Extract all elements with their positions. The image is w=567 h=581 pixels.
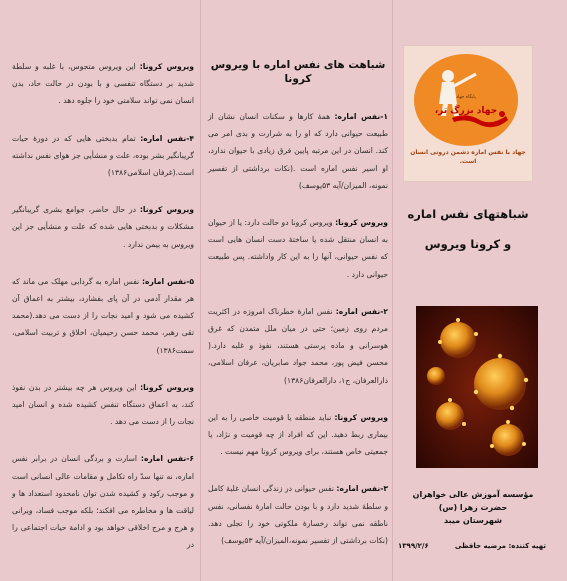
middle-paragraphs [208,108,388,549]
logo-box [403,45,533,182]
paragraph-text: نباید منطقه یا قومیت خاصی را به این بیماری ربط دهید. این که افراد از چه قومیت و نژاد، یا جمعیتی خاص هستند، برای ویروس کرونا مهم نیست . [208,412,388,457]
middle-column [208,0,388,581]
paragraph-lead: ۳-نفس اماره: [336,484,388,494]
paragraph-lead: ۱-نفس اماره: [334,112,388,121]
paragraph-text: نفس امارهٔ خطرناک امروزه در اکثریت مردم روی زمین؛ حتی در میان ملل متمدن که غرق هوسرانی و ماده پرستی هستند، نفوذ و غلبه دارد.( محسن فیض پور، محمد جواد صابریان، عرفان اسلامی، دارالعرفان، ج۱، دارالعرفان۱۳۸۶) [208,306,388,385]
author-name: تهیه کننده: مرضیه حافظی [454,542,546,550]
paragraph [12,273,194,359]
paragraph [12,201,194,253]
coronavirus-image [416,306,538,468]
paragraph-lead: ۲-نفس اماره: [335,306,388,316]
logo-small-text: پایگاه جهاد [456,95,476,100]
paragraph-text: اسارت و بردگی انسان در برابر نفس اماره، نه تنها سدّ راه تکامل و مقامات عالی انسانی است و موجب رکود و کشیده شدن توان نامحدود استعداد ها و لیاقت ها و مخاطره می افکند؛ بلکه موجب فساد، ویرانی و هرج و مرج اخلاقی خواهد بود و ادامة حیات اجتماعی را در [12,454,194,550]
footer-row [398,542,546,550]
paragraph-lead: ویروس کرونا: [334,412,388,422]
left-column [12,0,194,581]
paragraph-lead: ۵-نفس اماره: [142,276,194,286]
column-divider [392,0,393,581]
institute-name: مؤسسه آموزش عالی خواهران حضرت زهرا (س) [412,490,534,512]
paragraph [12,379,194,431]
paragraph-text: نفس اماره به گردابی مهلک می ماند که هر مقدار آدمی در آن پای بفشارد، بیشتر به اعماق آن کشیده می شود و امید نجات را از دست می دهد.(محمد تقی رهبر، محمد حسن رحیمیان، اخلاق و تربیت اسلامی، سمت۱۳۸۶) [12,276,194,355]
warrior-icon [414,54,518,146]
paragraph [208,214,388,283]
cover-title-line2: و کرونا ویروس [424,237,512,251]
paragraph-lead: ویروس کرونا: [140,382,194,392]
publication-date: ۱۳۹۹/۲/۶ [398,542,429,550]
paragraph-text: همهٔ کارها و سکنات انسان نشان از طبیعت حیوانی دارد که او را به شرارت و بدی امر می کند. انسان در این مرتبه پایین فرق زیادی با حیوان ندارد، او اسیر نفس اماره است .(نکات برداشتی از تفسیر نمونه، المیزان/آیه ۵۳یوسف) [208,112,388,190]
paragraph-text: تمام بدبختی هایی که در دورهٔ حیات گریبانگیر بشر بوده، علت و منشأیی جز هوای نفس نداشته است.(غرفان اسلامی۱۳۸۶) [12,133,194,178]
logo-title: جهاد بزرگ تر، [434,106,498,116]
paragraph [208,303,388,389]
paragraph-lead: ویروس کرونا: [335,218,388,228]
paragraph-text: این ویروس متجوس، با غلبه و سلطة شدید بر دستگاه تنفسی و با بودن در حالت حاد، بدن انسان نمی تواند سلامتی خود را جلوه دهد . [12,62,194,106]
section-heading: شباهت های نفس اماره با ویروس کرونا [210,59,386,85]
paragraph-text: این ویروس هر چه بیشتر در بدن نفوذ کند، به اعماق دستگاه تنفس کشیده شده و انسان امید نجات را از دست می دهد . [12,382,194,427]
paragraph [12,58,194,110]
paragraph-lead: ویروس کرونا: [139,62,194,71]
paragraph [208,409,388,461]
logo-emblem [414,54,518,146]
paragraph [12,450,194,553]
paragraph [12,130,194,182]
column-divider [200,0,201,581]
paragraph-lead: ویروس کرونا: [139,205,194,215]
left-paragraphs [12,58,194,554]
city-name: شهرستان میبد [444,516,502,525]
paragraph-text: نفس حیوانی در زندگی انسان غلبهٔ کامل و سلطهٔ شدید دارد و با بودن حالت امارهٔ نفسانی، نفس ناطقه نمی تواند رخسارهٔ ملکوتی خود را تجلی دهد. (نکات برداشتی از تفسیر نمونه،المیزان/آیه ۵۳یوسف) [208,484,388,546]
cover-title-line1: شباهتهای نفس اماره [407,207,529,221]
logo-slogan: جهاد با نفس اماره دشمن درونی انسان است. [410,149,526,165]
paragraph [208,480,388,549]
paragraph-lead: ۶-نفس اماره: [140,454,194,464]
paragraph-text: ویروس کرونا دو حالت دارد: یا از حیوان به انسان منتقل شده یا ساختهٔ دست انسان هایی است که نفس حیوانی، آنها را به این کار واداشته. پس طبیعت حیوانی دارد . [208,218,388,279]
paragraph [208,108,388,194]
paragraph-text: در حال حاضر، جوامع بشری گریبانگیر مشکلات و بدبختی هایی شده که علت و منشأیی جز این ویروس به بیمن ندارد . [12,205,194,249]
paragraph-lead: ۴-نفس اماره: [140,133,194,143]
